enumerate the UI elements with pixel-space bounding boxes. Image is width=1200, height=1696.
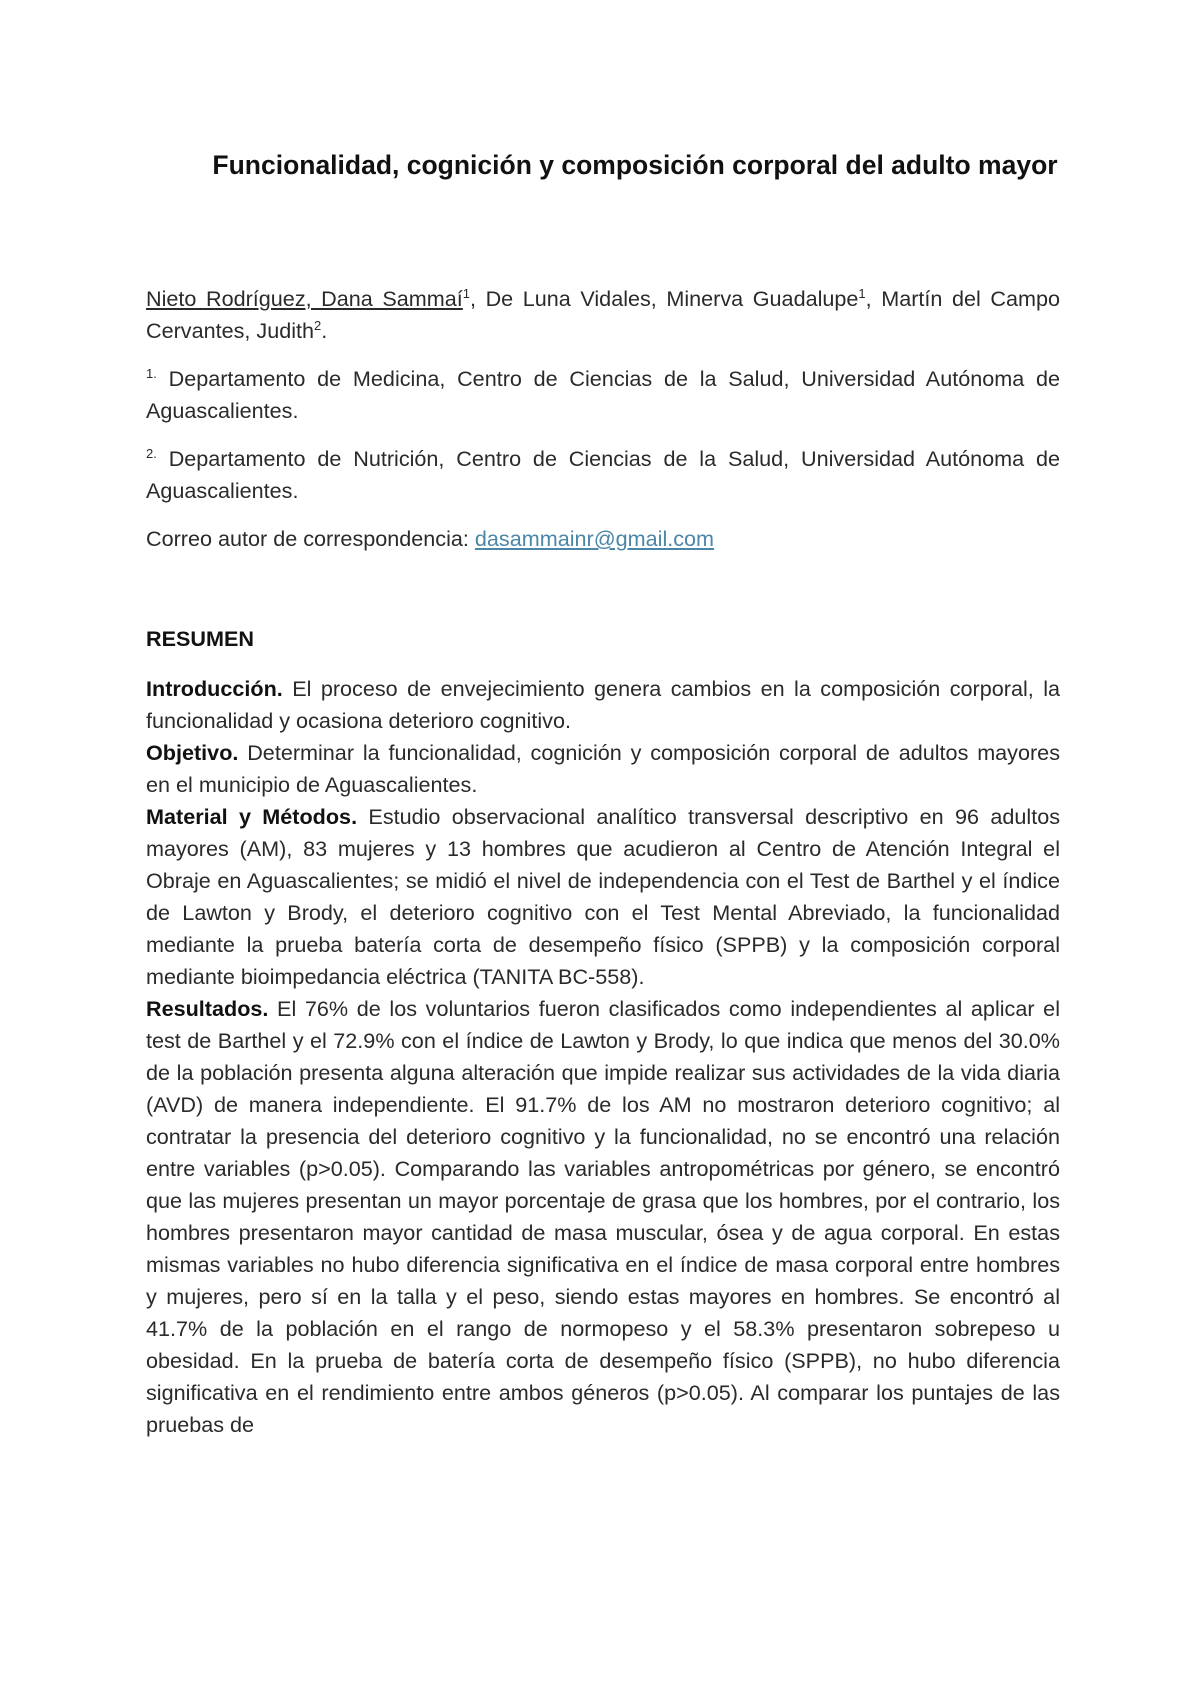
- author-list-end: .: [321, 318, 328, 343]
- correspondence: [146, 523, 1060, 555]
- abstract-objetivo: [146, 737, 1060, 801]
- author-2-affiliation-mark: 1: [858, 285, 866, 301]
- abstract-introduccion: [146, 673, 1060, 737]
- abstract-resultados: [146, 993, 1060, 1441]
- introduccion-text: El proceso de envejecimiento genera cambios en la composición corporal, la funcionalidad y ocasiona deterioro cognitivo.: [146, 676, 1060, 733]
- abstract-body: [146, 673, 1060, 1441]
- affiliation-2: [146, 443, 1060, 507]
- author-1: Nieto Rodríguez, Dana Sammaí: [146, 286, 463, 311]
- affiliation-2-marker: 2.: [146, 445, 157, 461]
- objetivo-label: Objetivo.: [146, 740, 239, 765]
- author-2: , De Luna Vidales, Minerva Guadalupe: [470, 286, 859, 311]
- affiliation-1-marker: 1.: [146, 365, 157, 381]
- affiliation-1-text: Departamento de Medicina, Centro de Ciencias de la Salud, Universidad Autónoma de Aguascalientes.: [146, 366, 1061, 423]
- correspondence-email-link[interactable]: dasammainr@gmail.com: [474, 526, 715, 551]
- correspondence-label: Correo autor de correspondencia:: [146, 526, 475, 551]
- resultados-text: El 76% de los voluntarios fueron clasificados como independientes al aplicar el test de Barthel y el 72.9% con el índice de Lawton y Brody, lo que indica que menos del 30.0% de la población presenta alguna alteración que impide realizar sus actividades de la vida diaria (AVD) de manera independiente. El 91.7% de los AM no mostraron deterioro cognitivo; al contratar la presencia del deterioro cognitivo y la funcionalidad, no se encontró una relación entre variables (p>0.05). Comparando las variables antropométricas por género, se encontró que las mujeres presentan un mayor porcentaje de grasa que los hombres, por el contrario, los hombres presentaron mayor cantidad de masa muscular, ósea y de agua corporal. En estas mismas variables no hubo diferencia significativa en el índice de masa corporal entre hombres y mujeres, pero sí en la talla y el peso, siendo estas mayores en hombres. Se encontró al 41.7% de la población en el rango de normopeso y el 58.3% presentaron sobrepeso u obesidad. En la prueba de batería corta de desempeño físico (SPPB), no hubo diferencia significativa en el rendimiento entre ambos géneros (p>0.05). Al comparar los puntajes de las pruebas de: [146, 996, 1060, 1437]
- affiliation-2-text: Departamento de Nutrición, Centro de Ciencias de la Salud, Universidad Autónoma de Aguascalientes.: [146, 446, 1060, 503]
- resultados-label: Resultados.: [146, 996, 269, 1021]
- material-metodos-text: Estudio observacional analítico transversal descriptivo en 96 adultos mayores (AM), 83 mujeres y 13 hombres que acudieron al Centro de Atención Integral el Obraje en Aguascalientes; se midió el nivel de independencia con el Test de Barthel y el índice de Lawton y Brody, el deterioro cognitivo con el Test Mental Abreviado, la funcionalidad mediante la prueba batería corta de desempeño físico (SPPB) y la composición corporal mediante bioimpedancia eléctrica (TANITA BC-558).: [146, 804, 1060, 989]
- material-metodos-label: Material y Métodos.: [146, 804, 358, 829]
- author-3: , Martín del Campo Cervantes, Judith: [146, 286, 1060, 343]
- introduccion-label: Introducción.: [146, 676, 283, 701]
- author-3-affiliation-mark: 2: [314, 317, 322, 333]
- author-list: [146, 283, 1060, 347]
- affiliation-1: [146, 363, 1060, 427]
- objetivo-text: Determinar la funcionalidad, cognición y composición corporal de adultos mayores en el municipio de Aguascalientes.: [146, 740, 1060, 797]
- abstract-material-metodos: [146, 801, 1060, 993]
- author-1-affiliation-mark: 1: [462, 285, 471, 301]
- abstract-heading: RESUMEN: [146, 626, 254, 651]
- paper-title: Funcionalidad, cognición y composición corporal del adulto mayor: [212, 150, 1058, 180]
